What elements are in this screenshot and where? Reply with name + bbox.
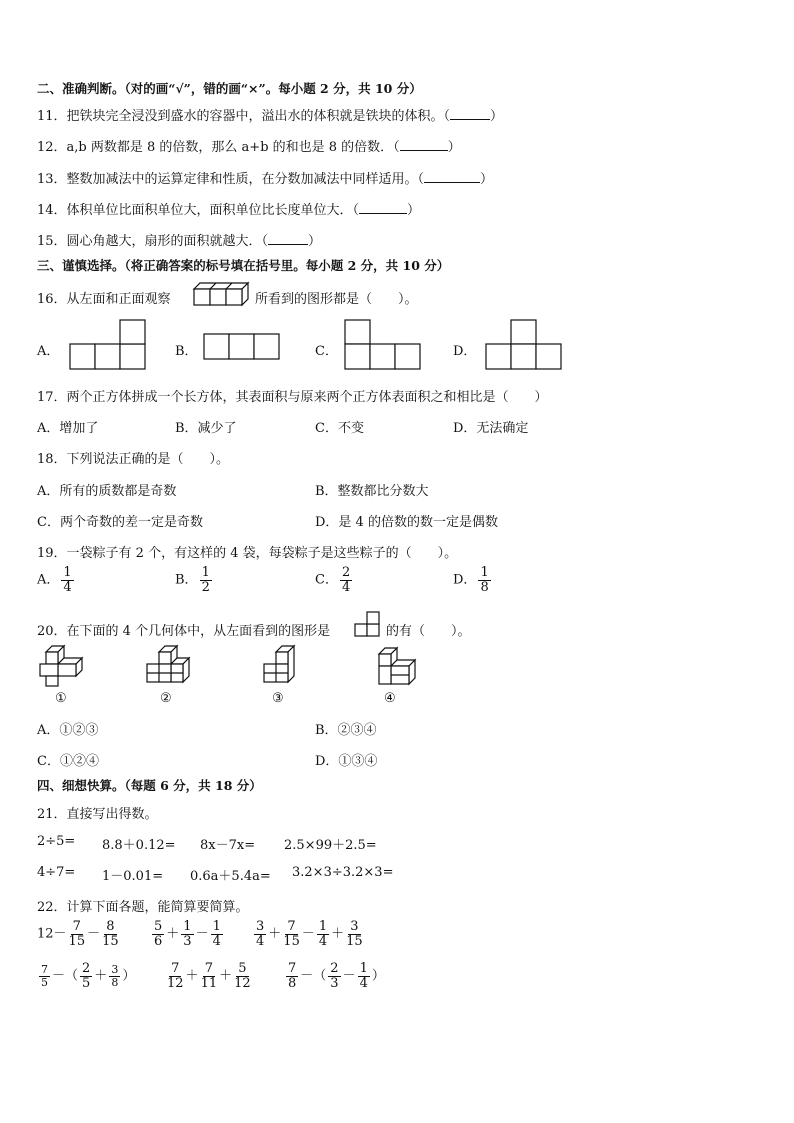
q16-option-b-label: B． xyxy=(175,344,198,359)
q17-option-a: A．增加了 xyxy=(37,421,99,436)
question-11: 11．把铁块完全浸没到盛水的容器中，溢出水的体积就是铁块的体积。（ ） xyxy=(37,109,504,124)
q16-option-a-label: A． xyxy=(37,344,60,359)
q19-option-a: A． $\frac{1}{4}$ xyxy=(37,565,72,595)
q22-expr-4: $\frac{7}{5}$ －（ $\frac{2}{5}$ ＋ $\frac{3}{8}$ ） xyxy=(41,961,136,991)
q22-expr-3: $\frac{3}{4}$ ＋ $\frac{7}{15}$ － $\frac{1}{4}$ ＋ $\frac{3}{15}$ xyxy=(256,919,363,949)
q21-item-2: 8.8＋0.12= xyxy=(102,838,176,853)
q19-option-b: B． $\frac{1}{2}$ xyxy=(175,565,210,595)
question-15: 15．圆心角越大，扇形的面积就越大．（ ） xyxy=(37,234,322,249)
q20-solid-3 xyxy=(262,650,312,690)
q20-solid-2 xyxy=(145,650,195,690)
q16-option-b-figure xyxy=(204,334,284,364)
q22-expr-2: $\frac{5}{6}$ ＋ $\frac{1}{3}$ － $\frac{1}{4}$ xyxy=(154,919,221,949)
q21-item-1: 2÷5= xyxy=(37,834,76,849)
question-17: 17．两个正方体拼成一个长方体，其表面积与原来两个正方体表面积之和相比是（ ） xyxy=(37,390,548,405)
q21-item-7: 0.6a＋5.4a= xyxy=(190,869,271,884)
q20-label-1: ① xyxy=(55,691,67,706)
q18-option-d: D．是 4 的倍数的数一定是偶数 xyxy=(315,515,498,530)
q19-option-d: D． $\frac{1}{8}$ xyxy=(453,565,489,595)
q20-option-a: A．①②③ xyxy=(37,723,99,738)
q17-option-b: B．减少了 xyxy=(175,421,237,436)
q20-option-c: C．①②④ xyxy=(37,754,99,769)
q17-option-d: D．无法确定 xyxy=(453,421,529,436)
q22-expr-5: $\frac{7}{12}$ ＋ $\frac{7}{11}$ ＋ $\frac{5}{12}$ xyxy=(167,961,251,991)
q21-item-8: 3.2×3÷3.2×3= xyxy=(292,865,394,880)
q22-expr-1: 12－ $\frac{7}{15}$ － $\frac{8}{15}$ xyxy=(37,919,119,949)
question-20-view-figure xyxy=(353,612,381,640)
question-13: 13．整数加减法中的运算定律和性质，在分数加减法中同样适用。（ ） xyxy=(37,172,494,187)
q16-option-a-figure xyxy=(70,320,150,370)
q20-solid-1 xyxy=(38,650,88,690)
question-12: 12．a,b 两数都是 8 的倍数，那么 a+b 的和也是 8 的倍数．（ ） xyxy=(37,140,461,155)
question-20-stem-post: 的有（ ）。 xyxy=(386,624,471,639)
q17-option-c: C．不变 xyxy=(315,421,364,436)
question-18: 18．下列说法正确的是（ ）。 xyxy=(37,452,230,467)
question-22: 22．计算下面各题，能简算要简算。 xyxy=(37,900,249,915)
q16-option-d-figure xyxy=(486,320,566,370)
q22-expr-6: $\frac{7}{8}$ －（ $\frac{2}{3}$ － $\frac{1}{4}$ ） xyxy=(288,961,385,991)
q19-option-c: C． $\frac{2}{4}$ xyxy=(315,565,351,595)
q18-option-c: C．两个奇数的差一定是奇数 xyxy=(37,515,203,530)
q16-option-c-label: C． xyxy=(315,344,338,359)
q20-option-b: B．②③④ xyxy=(315,723,377,738)
question-20-stem-pre: 20．在下面的 4 个几何体中，从左面看到的图形是 xyxy=(37,624,331,639)
q16-option-d-label: D． xyxy=(453,344,477,359)
section-3-title: 三、谨慎选择。（将正确答案的标号填在括号里。每小题 2 分，共 10 分） xyxy=(37,258,450,273)
q20-label-2: ② xyxy=(160,691,172,706)
q21-item-4: 2.5×99＋2.5= xyxy=(284,838,377,853)
question-21: 21．直接写出得数。 xyxy=(37,807,158,822)
section-4-title: 四、细想快算。（每题 6 分，共 18 分） xyxy=(37,778,262,793)
q18-option-b: B．整数都比分数大 xyxy=(315,484,429,499)
q16-option-c-figure xyxy=(345,320,425,370)
q21-item-5: 4÷7= xyxy=(37,865,76,880)
q20-option-d: D．①③④ xyxy=(315,754,378,769)
question-16-stem-pre: 16．从左面和正面观察 xyxy=(37,292,171,307)
q21-item-3: 8x－7x= xyxy=(200,838,256,853)
question-14: 14．体积单位比面积单位大，面积单位比长度单位大．（ ） xyxy=(37,203,421,218)
q20-label-3: ③ xyxy=(272,691,284,706)
question-16-stem-post: 所看到的图形都是（ ）。 xyxy=(255,292,418,307)
q18-option-a: A．所有的质数都是奇数 xyxy=(37,484,177,499)
q21-item-6: 1－0.01= xyxy=(102,869,164,884)
q20-solid-4 xyxy=(377,650,427,690)
question-19: 19．一袋粽子有 2 个，有这样的 4 袋，每袋粽子是这些粽子的（ ）。 xyxy=(37,546,458,561)
q20-label-4: ④ xyxy=(384,691,396,706)
question-16-solid-figure xyxy=(190,279,250,309)
section-2-title: 二、准确判断。（对的画“√”，错的画“×”。每小题 2 分，共 10 分） xyxy=(37,81,422,96)
